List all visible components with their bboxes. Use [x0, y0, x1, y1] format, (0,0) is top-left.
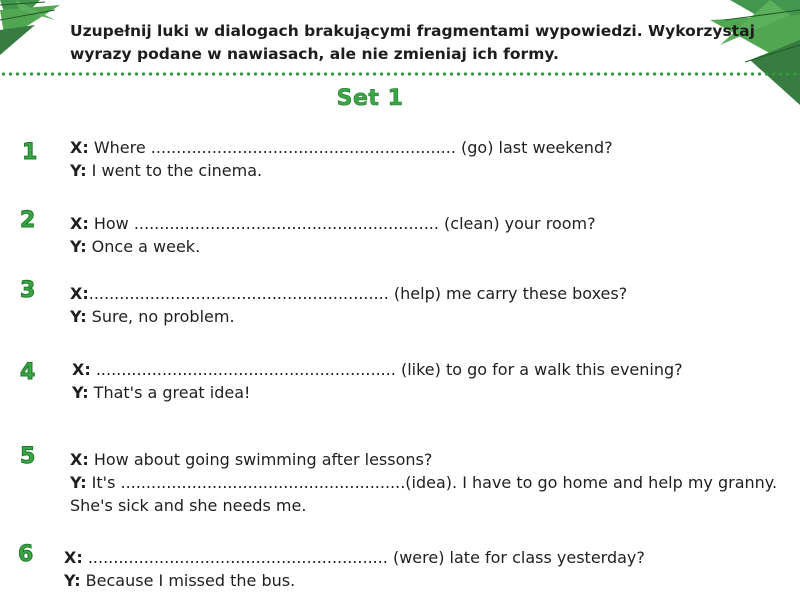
item-4-y-line — [72, 381, 250, 404]
item-6-x-line — [64, 546, 645, 569]
item-2-x-line — [70, 212, 596, 235]
item-number-1: 1 — [22, 140, 38, 165]
item-number-4: 4 — [20, 360, 36, 385]
speaker-y-label: Y: — [72, 383, 89, 402]
set-title: Set 1 — [336, 86, 404, 111]
item-5-continuation: She's sick and she needs me. — [70, 496, 307, 515]
speaker-x-label: X: — [70, 450, 89, 469]
item-4-y-text: That's a great idea! — [88, 383, 251, 402]
item-number-5: 5 — [20, 444, 36, 469]
item-6-y-line — [64, 569, 295, 592]
item-1-x-text: Where ............................................................ (go) last weekend? — [88, 138, 613, 157]
item-6-x-text: ........................................................... (were) late for class yesterday? — [82, 548, 645, 567]
speaker-x-label: X: — [64, 548, 83, 567]
item-1-y-line — [70, 159, 262, 182]
item-5-x-line — [70, 448, 432, 471]
dotted-divider — [0, 72, 800, 76]
speaker-y-label: Y: — [64, 571, 81, 590]
item-3-y-text: Sure, no problem. — [86, 307, 235, 326]
speaker-x-label: X: — [70, 214, 89, 233]
item-number-6: 6 — [18, 542, 34, 567]
instructions-line-1: Uzupełnij luki w dialogach brakującymi fragmentami wypowiedzi. Wykorzystaj — [70, 22, 755, 40]
speaker-y-label: Y: — [70, 161, 87, 180]
item-number-3: 3 — [20, 278, 36, 303]
instructions — [70, 20, 770, 66]
speaker-y-label: Y: — [70, 473, 87, 492]
item-4-x-text: ........................................................... (like) to go for a walk this evening? — [90, 360, 683, 379]
speaker-y-label: Y: — [70, 307, 87, 326]
item-5-y-text: It's ........................................................(idea). I have to go home and help my granny. — [86, 473, 778, 492]
item-6-y-text: Because I missed the bus. — [80, 571, 296, 590]
item-1-x-line — [70, 136, 613, 159]
item-3-y-line — [70, 305, 235, 328]
item-4-x-line — [72, 358, 683, 381]
speaker-x-label: X: — [70, 138, 89, 157]
item-3-x-text: ........................................................... (help) me carry these boxes? — [88, 284, 628, 303]
item-1-y-text: I went to the cinema. — [86, 161, 263, 180]
item-2-y-text: Once a week. — [86, 237, 201, 256]
item-2-x-text: How ............................................................ (clean) your room? — [88, 214, 596, 233]
item-5-y-line — [70, 471, 777, 494]
speaker-x-label: X: — [70, 284, 89, 303]
item-2-y-line — [70, 235, 200, 258]
speaker-x-label: X: — [72, 360, 91, 379]
item-5-x-text: How about going swimming after lessons? — [88, 450, 433, 469]
speaker-y-label: Y: — [70, 237, 87, 256]
instructions-line-2: wyrazy podane w nawiasach, ale nie zmieniaj ich formy. — [70, 45, 559, 63]
item-number-2: 2 — [20, 208, 36, 233]
item-3-x-line — [70, 282, 627, 305]
